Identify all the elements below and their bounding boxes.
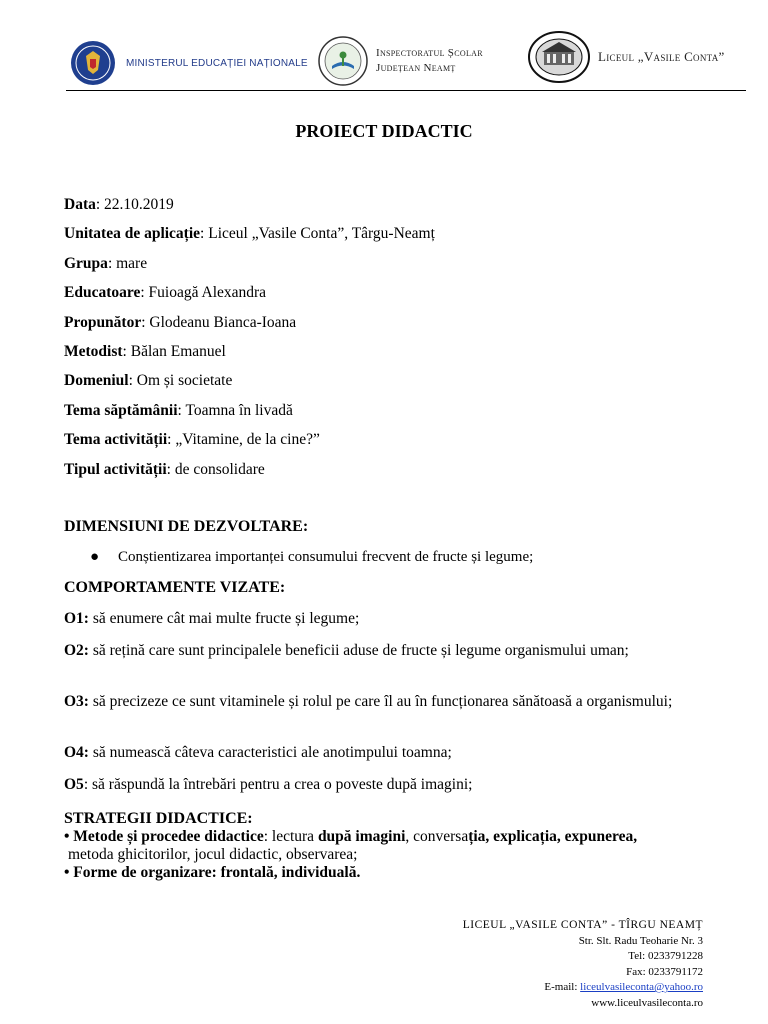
field-value: : Glodeanu Bianca-Ioana — [141, 313, 297, 331]
document-title: PROIECT DIDACTIC — [295, 121, 473, 141]
school-contact-footer — [463, 918, 703, 1011]
footer-address: Str. Slt. Radu Teoharie Nr. 3 — [578, 934, 703, 947]
field-label: Tipul activității — [64, 460, 167, 478]
field-label: Propunător — [64, 313, 142, 331]
objective-code: O4: — [64, 744, 89, 761]
footer-email — [463, 980, 703, 996]
methods-text: : lectura — [263, 828, 318, 845]
objective-code: O2: — [64, 642, 89, 659]
header-divider — [66, 90, 746, 91]
objective-code: O5 — [64, 776, 84, 793]
field-activity-type — [64, 455, 724, 484]
footer-phone: Tel: 0233791228 — [628, 950, 703, 962]
dimension-list-item — [90, 549, 533, 566]
isj-line-2: Județean Neamț — [376, 62, 456, 74]
methods-label: • Metode și procedee didactice — [64, 828, 264, 845]
dimensions-heading: DIMENSIUNI DE DEZVOLTARE: — [64, 518, 309, 535]
field-group — [64, 249, 724, 278]
field-date — [64, 190, 724, 219]
footer-fax: Fax: 0233791172 — [626, 965, 703, 978]
ministry-name: MINISTERUL EDUCAȚIEI NAȚIONALE — [126, 57, 308, 69]
field-value: : Bălan Emanuel — [122, 342, 226, 360]
field-value: : mare — [107, 254, 148, 272]
objective-o1 — [64, 608, 724, 630]
behaviors-heading: COMPORTAMENTE VIZATE: — [64, 579, 286, 596]
field-teacher — [64, 278, 724, 307]
document-header — [0, 0, 768, 95]
field-value: : 22.10.2019 — [95, 196, 174, 213]
field-label: Domeniul — [64, 372, 129, 390]
objective-o4 — [64, 742, 724, 764]
bullet-icon: ● — [90, 549, 100, 565]
footer-school-name: LICEUL „VASILE CONTA” - TÎRGU NEAMȚ — [462, 919, 703, 931]
objective-text: să enumere cât mai multe fructe și legume; — [88, 610, 360, 627]
field-value: : de consolidare — [166, 460, 265, 478]
isj-logo-group — [318, 36, 483, 86]
methods-text: , conversa — [405, 828, 469, 845]
objective-code: O1: — [64, 610, 89, 627]
field-label: Educatoare — [64, 284, 141, 302]
strategy-forms — [64, 864, 744, 882]
footer-website: www.liceulvasileconta.ro — [591, 996, 703, 1009]
field-value: : Om și societate — [128, 372, 233, 390]
field-label: Unitatea de aplicație — [64, 225, 201, 243]
field-label: Data — [64, 196, 96, 213]
strategy-methods-continued: metoda ghicitorilor, jocul didactic, observarea; — [68, 846, 358, 863]
objective-text: să rețină care sunt principalele beneficii aduse de fructe și legume organismului uman; — [88, 642, 629, 659]
field-unit — [64, 219, 724, 248]
methods-bold: după imagini — [317, 828, 406, 845]
objective-text: să precizeze ce sunt vitaminele și rolul pe care îl au în funcționarea sănătoasă a organismului; — [88, 693, 673, 710]
field-week-theme — [64, 396, 724, 425]
school-logo-label: Liceul „Vasile Conta” — [598, 49, 725, 64]
field-label: Tema activității — [64, 431, 168, 449]
objective-o5 — [64, 774, 724, 796]
field-proposer — [64, 308, 724, 337]
forms-text: : frontală, individuală. — [211, 864, 361, 881]
field-label: Grupa — [64, 254, 108, 272]
isj-name — [376, 46, 483, 76]
strategy-methods — [64, 828, 744, 846]
project-fields — [64, 190, 724, 484]
isj-seal-icon — [318, 36, 368, 86]
school-emblem-icon — [528, 31, 590, 83]
field-label: Tema săptămânii — [64, 401, 178, 419]
field-value: : Fuioagă Alexandra — [140, 284, 267, 302]
field-domain — [64, 366, 724, 395]
field-value: : Toamna în livadă — [177, 401, 293, 419]
field-methodist — [64, 337, 724, 366]
field-label: Metodist — [64, 342, 123, 360]
dimension-text: Conștientizarea importanței consumului frecvent de fructe și legume; — [118, 549, 534, 565]
romania-coat-of-arms-icon — [70, 40, 116, 86]
school-logo-group — [528, 31, 725, 83]
objective-text: : să răspundă la întrebări pentru a crea o poveste după imagini; — [83, 776, 473, 793]
email-label: E-mail: — [544, 981, 581, 993]
objective-o2 — [64, 640, 724, 662]
objective-code: O3: — [64, 693, 89, 710]
strategies-heading: STRATEGII DIDACTICE: — [64, 810, 253, 827]
objective-o3 — [64, 691, 724, 713]
field-activity-theme — [64, 425, 724, 454]
objective-text: să numească câteva caracteristici ale anotimpului toamna; — [88, 744, 452, 761]
forms-label: • Forme de organizare — [64, 864, 212, 881]
field-value: : Liceul „Vasile Conta”, Târgu-Neamț — [200, 225, 435, 243]
methods-bold: ția, explicația, expunerea, — [468, 828, 638, 845]
ministry-logo-group — [70, 40, 308, 86]
field-value: : „Vitamine, de la cine?” — [167, 431, 320, 449]
email-link[interactable]: liceulvasileconta@yahoo.ro — [580, 981, 703, 993]
isj-line-1: Inspectoratul Școlar — [376, 47, 483, 59]
